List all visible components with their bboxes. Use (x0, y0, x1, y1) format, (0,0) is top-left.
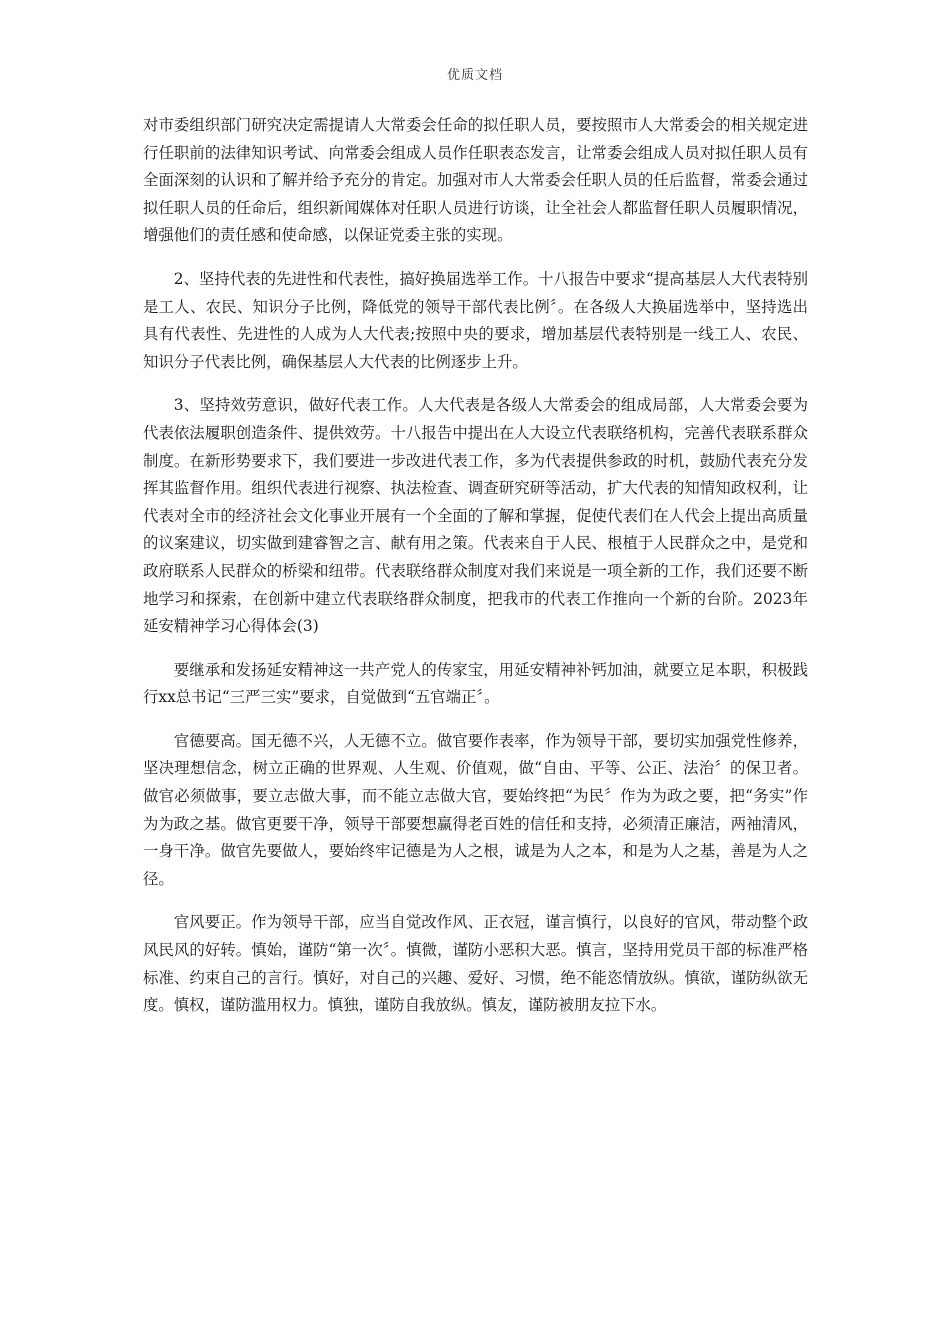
page-header: 优质文档 (446, 68, 503, 83)
document-body (143, 112, 808, 1036)
paragraph-2: 2、坚持代表的先进性和代表性，搞好换届选举工作。十八报告中要求“提高基层人大代表特别是工人、农民、知识分子比例，降低党的领导干部代表比例〞。在各级人大换届选举中，坚持选出具有代表性、先进性的人成为人大代表;按照中央的要求，增加基层代表特别是一线工人、农民、知识分子代表比例，确保基层人大代表的比例逐步上升。 (143, 269, 808, 371)
paragraph-3: 3、坚持效劳意识，做好代表工作。人大代表是各级人大常委会的组成局部，人大常委会要为代表依法履职创造条件、提供效劳。十八报告中提出在人大设立代表联络机构，完善代表联系群众制度。在新形势要求下，我们要进一步改进代表工作，多为代表提供参政的时机，鼓励代表充分发挥其监督作用。组织代表进行视察、执法检查、调查研究研等活动，扩大代表的知情知政权利，让代表对全市的经济社会文化事业开展有一个全面的了解和掌握，促使代表们在人代会上提出高质量的议案建议，切实做到建睿智之言、献有用之策。代表来自于人民、根植于人民群众之中，是党和政府联系人民群众的桥梁和纽带。代表联络群众制度对我们来说是一项全新的工作，我们还要不断地学习和探索，在创新中建立代表联络群众制度，把我市的代表工作推向一个新的台阶。2023年延安精神学习心得体会(3) (143, 396, 808, 636)
paragraph-6: 官风要正。作为领导干部，应当自觉改作风、正衣冠，谨言慎行，以良好的官风，带动整个政风民风的好转。慎始，谨防“第一次〞。慎微，谨防小恶积大恶。慎言，坚持用党员干部的标准严格标准、约束自己的言行。慎好，对自己的兴趣、爱好、习惯，绝不能恣情放纵。慎欲，谨防纵欲无度。慎权，谨防滥用权力。慎独，谨防自我放纵。慎友，谨防被朋友拉下水。 (143, 913, 808, 1015)
paragraph-4: 要继承和发扬延安精神这一共产党人的传家宝，用延安精神补钙加油，就要立足本职，积极践行xx总书记“三严三实”要求，自觉做到“五官端正〞。 (143, 660, 808, 707)
paragraph-5: 官德要高。国无德不兴，人无德不立。做官要作表率，作为领导干部，要切实加强党性修养，坚决理想信念，树立正确的世界观、人生观、价值观，做“自由、平等、公正、法治〞的保卫者。做官必须做事，要立志做大事，而不能立志做大官，要始终把“为民〞作为为政之要，把“务实”作为为政之基。做官更要干净，领导干部要想赢得老百姓的信任和支持，必须清正廉洁，两袖清风，一身干净。做官先要做人，要始终牢记德是为人之根，诚是为人之本，和是为人之基，善是为人之径。 (143, 731, 808, 888)
paragraph-1: 对市委组织部门研究决定需提请人大常委会任命的拟任职人员，要按照市人大常委会的相关规定进行任职前的法律知识考试、向常委会组成人员作任职表态发言，让常委会组成人员对拟任职人员有全面深刻的认识和了解并给予充分的肯定。加强对市人大常委会任职人员的任后监督，常委会通过拟任职人员的任命后，组织新闻媒体对任职人员进行访谈，让全社会人都监督任职人员履职情况，增强他们的责任感和使命感，以保证党委主张的实现。 (143, 116, 808, 245)
